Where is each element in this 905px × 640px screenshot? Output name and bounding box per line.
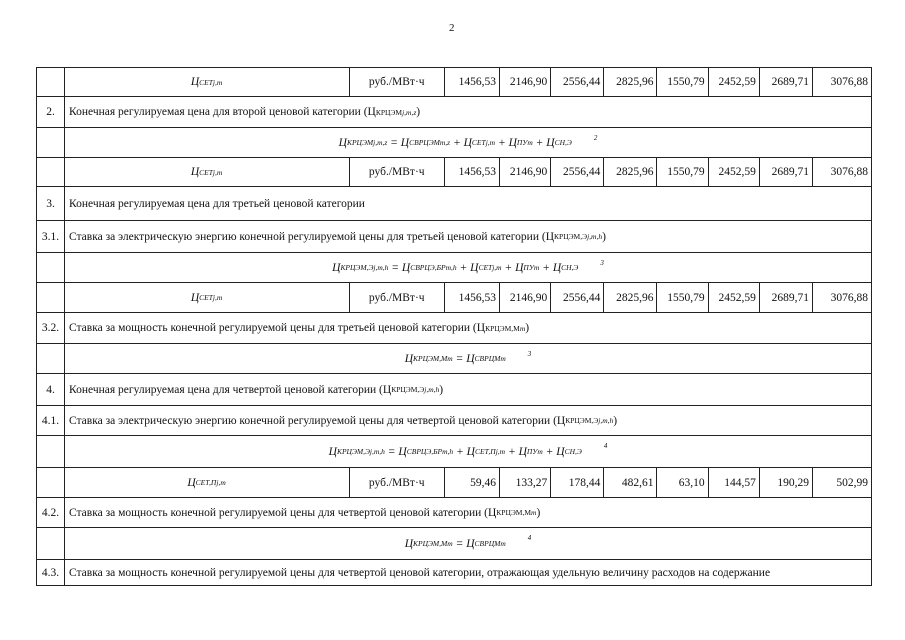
value-cell: 2452,59: [709, 283, 760, 312]
table-row: [36, 186, 872, 220]
symbol-cell: Ц СЕТ j,m: [65, 68, 350, 96]
footnote-marker: 3: [600, 259, 604, 267]
value-cell: 2452,59: [709, 68, 760, 96]
formula: Ц КРЦЭМ,М m = Ц СВРЦМ m 4: [404, 534, 532, 550]
table-row: [36, 282, 872, 312]
value-cell: 2825,96: [604, 283, 657, 312]
value-cell: 178,44: [551, 468, 604, 497]
value-cell: 190,29: [760, 468, 813, 497]
row-number-cell: [37, 468, 65, 497]
value-cell: 3076,88: [830, 166, 868, 178]
unit-cell: руб./МВт·ч: [350, 283, 445, 312]
row-heading: Ставка за мощность конечной регулируемой цены для четвертой ценовой категории (Ц КРЦЭМ,М m ): [69, 506, 541, 519]
page-number: 2: [449, 22, 455, 34]
formula: Ц КРЦЭМ,М m = Ц СВРЦМ m 3: [404, 350, 532, 365]
footnote-marker: 4: [603, 442, 608, 450]
table-row: [36, 373, 872, 405]
value-cell: 144,57: [709, 468, 760, 497]
row-number: 4.2.: [37, 498, 65, 527]
unit-cell: руб./МВт·ч: [350, 158, 445, 186]
table-row: [36, 157, 872, 186]
formula-row: [36, 127, 872, 157]
value-cell: 63,10: [657, 468, 708, 497]
value-cell: 2452,59: [709, 158, 760, 186]
symbol-cell: Ц СЕТ,П j,m: [65, 468, 350, 497]
value-cell: 1456,53: [445, 283, 500, 312]
row-number: 4.1.: [37, 406, 65, 435]
value-cell: 2825,96: [604, 68, 657, 96]
symbol-cell: Ц СЕТ j,m: [65, 283, 350, 312]
table-row: [36, 96, 872, 127]
value-cell: 2146,90: [500, 158, 551, 186]
row-heading: Конечная регулируемая цена для второй ценовой категории (Ц КРЦЭМ j,m,z ): [69, 106, 421, 118]
table-row: [36, 497, 872, 527]
row-number: 3.1.: [37, 221, 65, 252]
table-row: [36, 405, 872, 435]
formula-row: [36, 252, 872, 282]
value-cell: 3076,88: [830, 76, 868, 88]
formula: Ц КРЦЭМ,Э j,m,h = Ц СВРЦЭ,БР m,h + Ц СЕТ,П j,m + Ц ПУ m + Ц СН,Э 4: [328, 442, 608, 458]
row-heading: Ставка за электрическую энергию конечной регулируемой цены для четвертой ценовой категории (Ц КРЦЭМ,Э j,m,h ): [69, 414, 618, 427]
table-row: [36, 312, 872, 343]
value-cell: 502,99: [836, 476, 868, 489]
footnote-marker: 4: [527, 534, 532, 542]
tariff-table: [36, 67, 872, 586]
table-row: [36, 220, 872, 252]
value-cell: 2689,71: [760, 283, 813, 312]
value-cell: 59,46: [445, 468, 500, 497]
value-cell: 2689,71: [760, 68, 813, 96]
row-number: 2.: [37, 97, 65, 127]
value-cell: 2146,90: [500, 68, 551, 96]
row-heading: Конечная регулируемая цена для третьей ценовой категории: [69, 197, 365, 210]
row-number: 3.: [37, 187, 65, 220]
value-cell: 2825,96: [604, 158, 657, 186]
value-cell: 2556,44: [551, 158, 604, 186]
symbol-cell: Ц СЕТ j,m: [65, 158, 350, 186]
row-number-cell: [37, 436, 65, 467]
row-number-cell: [37, 128, 65, 157]
footnote-marker: 2: [593, 134, 598, 142]
row-number-cell: [37, 253, 65, 282]
row-heading: Ставка за мощность конечной регулируемой цены для четвертой ценовой категории, отражающая удельную величину расходов на содержание: [69, 566, 771, 579]
formula: Ц КРЦЭМ,Э j,m,h = Ц СВРЦЭ,БР m,h + Ц СЕТ j,m + Ц ПУ m + Ц СН,Э 3: [332, 259, 604, 274]
row-number: 4.: [37, 374, 65, 405]
value-cell: 2689,71: [760, 158, 813, 186]
row-number-cell: [37, 68, 65, 96]
value-cell: 2146,90: [500, 283, 551, 312]
formula: Ц КРЦЭМ j,m,z = Ц СВРЦЭМ m,z + Ц СЕТ j,m + Ц ПУ m + Ц СН,Э 2: [338, 134, 598, 149]
row-number-cell: [37, 158, 65, 186]
table-row: [36, 67, 872, 96]
row-heading: Ставка за мощность конечной регулируемой цены для третьей ценовой категории (Ц КРЦЭМ,М m ): [69, 322, 530, 334]
value-cell: 2556,44: [551, 283, 604, 312]
row-heading: Ставка за электрическую энергию конечной регулируемой цены для третьей ценовой категории (Ц КРЦЭМ,Э j,m,h ): [69, 230, 606, 243]
unit-cell: руб./МВт·ч: [350, 68, 445, 96]
row-number: 3.2.: [37, 313, 65, 343]
formula-row: [36, 527, 872, 559]
value-cell: 133,27: [500, 468, 551, 497]
value-cell: 1456,53: [445, 158, 500, 186]
row-number-cell: [37, 344, 65, 373]
value-cell: 3076,88: [830, 291, 868, 304]
table-row: [36, 559, 872, 586]
value-cell: 1456,53: [445, 68, 500, 96]
value-cell: 1550,79: [657, 283, 708, 312]
formula-row: [36, 435, 872, 467]
value-cell: 2556,44: [551, 68, 604, 96]
row-number-cell: [37, 528, 65, 559]
footnote-marker: 3: [527, 350, 532, 358]
row-number-cell: [37, 283, 65, 312]
value-cell: 482,61: [604, 468, 657, 497]
table-row: [36, 467, 872, 497]
formula-row: [36, 343, 872, 373]
value-cell: 1550,79: [657, 158, 708, 186]
unit-cell: руб./МВт·ч: [350, 468, 445, 497]
value-cell: 1550,79: [657, 68, 708, 96]
row-heading: Конечная регулируемая цена для четвертой ценовой категории (Ц КРЦЭМ,Э j,m,h ): [69, 383, 444, 396]
row-number: 4.3.: [37, 560, 65, 585]
